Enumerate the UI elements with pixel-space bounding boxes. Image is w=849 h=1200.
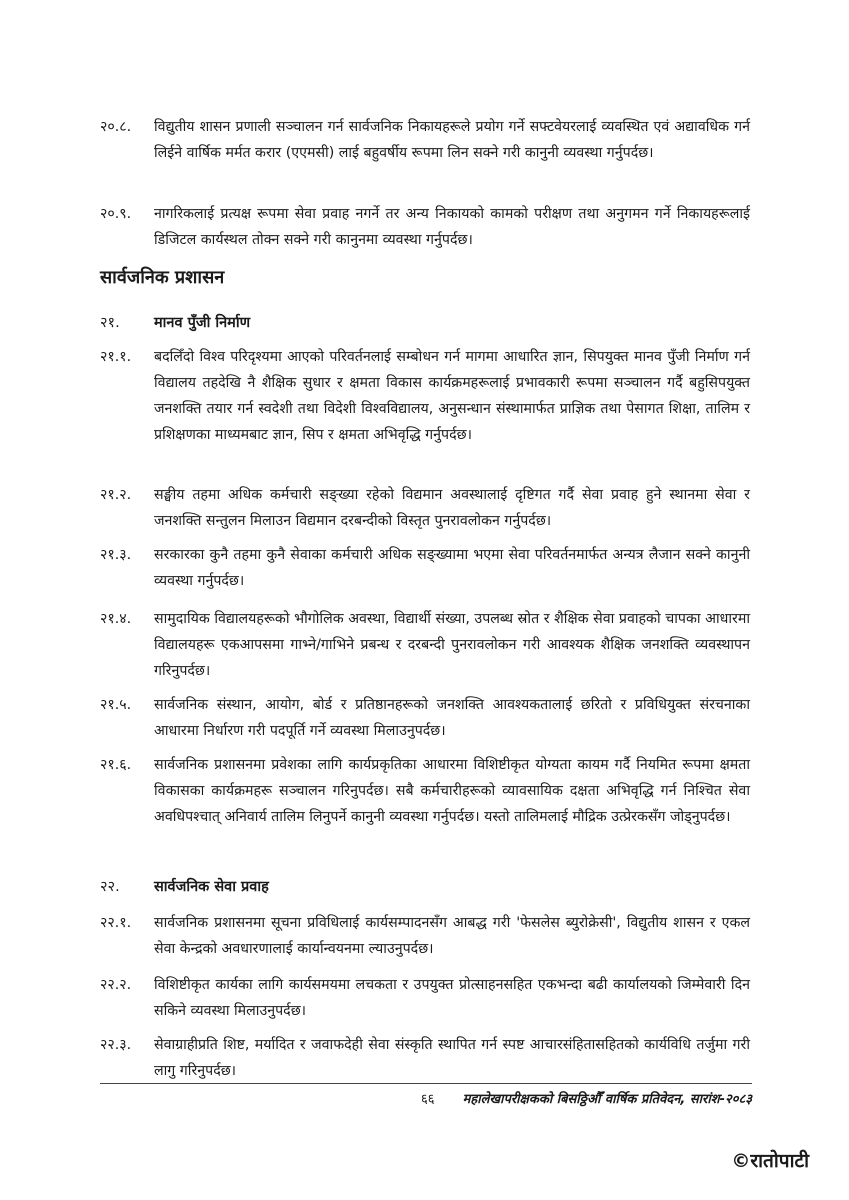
paragraph-number: २०.८. [100, 119, 132, 135]
section-title: सार्वजनिक प्रशासन [100, 267, 225, 288]
paragraph-text: सार्वजनिक संस्थान, आयोग, बोर्ड र प्रतिष्ठानहरूको जनशक्ति आवश्यकतालाई छरितो र प्रविधियुक्त संरचनाका आधारमा निर्धारण गरी पदपूर्ति गर्ने व्यवस्था मिलाउनुपर्दछ। [154, 697, 750, 739]
paragraph-21-1 [100, 344, 750, 448]
paragraph-20-8 [100, 114, 750, 166]
paragraph-text: सार्वजनिक प्रशासनमा प्रवेशका लागि कार्यप्रकृतिका आधारमा विशिष्टीकृत योग्यता कायम गर्दै नियमित रूपमा क्षमता विकासका कार्यक्रमहरू सञ्चालन गरिनुपर्दछ। सबै कर्मचारीहरूको व्यावसायिक दक्षता अभिवृद्धि गर्न निश्चित सेवा अवधिपश्चात् अनिवार्य तालिम लिनुपर्ने कानुनी व्यवस्था गर्नुपर्दछ। यस्तो तालिमलाई मौद्रिक उत्प्रेरकसँग जोड्नुपर्दछ। [154, 757, 750, 825]
paragraph-21-2 [100, 482, 750, 534]
paragraph-text: विशिष्टीकृत कार्यका लागि कार्यसमयमा लचकता र उपयुक्त प्रोत्साहनसहित एकभन्दा बढी कार्यालयको जिम्मेवारी दिन सकिने व्यवस्था मिलाउनुपर्दछ। [154, 977, 750, 1019]
paragraph-number: २१.४. [100, 611, 132, 627]
heading-21 [100, 310, 750, 336]
paragraph-number: २०.९. [100, 206, 132, 222]
heading-number: २२. [100, 879, 120, 895]
paragraph-text: बदलिँदो विश्व परिदृश्यमा आएको परिवर्तनलाई सम्बोधन गर्न मागमा आधारित ज्ञान, सिपयुक्त मानव पुँजी निर्माण गर्न विद्यालय तहदेखि नै शैक्षिक सुधार र क्षमता विकास कार्यक्रमहरूलाई प्रभावकारी रूपमा सञ्चालन गर्दै बहुसिपयुक्त जनशक्ति तयार गर्न स्वदेशी तथा विदेशी विश्वविद्यालय, अनुसन्धान संस्थामार्फत प्राज्ञिक तथा पेसागत शिक्षा, तालिम र प्रशिक्षणका माध्यमबाट ज्ञान, सिप र क्षमता अभिवृद्धि गर्नुपर्दछ। [154, 349, 750, 443]
paragraph-text: सङ्घीय तहमा अधिक कर्मचारी सङ्ख्या रहेको विद्यमान अवस्थालाई दृष्टिगत गर्दै सेवा प्रवाह हुने स्थानमा सेवा र जनशक्ति सन्तुलन मिलाउन विद्यमान दरबन्दीको विस्तृत पुनरावलोकन गर्नुपर्दछ। [154, 487, 750, 529]
heading-number: २१. [100, 315, 120, 331]
page-number: ६६ [420, 1092, 435, 1107]
paragraph-21-6 [100, 752, 750, 830]
paragraph-20-9 [100, 201, 750, 253]
paragraph-number: २२.१. [100, 915, 132, 931]
report-title: महालेखापरीक्षकको बिसठ्ठिऔँ वार्षिक प्रतिवेदन, सारांश-२०८३ [462, 1092, 752, 1107]
paragraph-text: सेवाग्राहीप्रति शिष्ट, मर्यादित र जवाफदेही सेवा संस्कृति स्थापित गर्न स्पष्ट आचारसंहितासहितको कार्यविधि तर्जुमा गरी लागु गरिनुपर्दछ। [154, 1037, 750, 1079]
paragraph-21-3 [100, 542, 750, 594]
paragraph-22-3 [100, 1032, 750, 1084]
paragraph-text: सामुदायिक विद्यालयहरूको भौगोलिक अवस्था, विद्यार्थी संख्या, उपलब्ध स्रोत र शैक्षिक सेवा प्रवाहको चापका आधारमा विद्यालयहरू एकआपसमा गाभ्ने/गाभिने प्रबन्ध र दरबन्दी पुनरावलोकन गरी आवश्यक शैक्षिक जनशक्ति व्यवस्थापन गरिनुपर्दछ। [154, 611, 750, 679]
paragraph-21-4 [100, 606, 750, 684]
paragraph-22-2 [100, 972, 750, 1024]
paragraph-number: २१.१. [100, 349, 132, 365]
paragraph-number: २१.३. [100, 547, 132, 563]
paragraph-text: विद्युतीय शासन प्रणाली सञ्चालन गर्न सार्वजनिक निकायहरूले प्रयोग गर्ने सफ्टवेयरलाई व्यवस्थित एवं अद्यावधिक गर्न लिईने वार्षिक मर्मत करार (एएमसी) लाई बहुवर्षीय रूपमा लिन सक्ने गरी कानुनी व्यवस्था गर्नुपर्दछ। [154, 119, 750, 161]
paragraph-number: २१.६. [100, 757, 132, 773]
heading-22 [100, 874, 750, 900]
paragraph-text: सार्वजनिक प्रशासनमा सूचना प्रविधिलाई कार्यसम्पादनसँग आबद्ध गरी 'फेसलेस ब्युरोक्रेसी', विद्युतीय शासन र एकल सेवा केन्द्रको अवधारणालाई कार्यान्वयनमा ल्याउनुपर्दछ। [154, 915, 750, 957]
heading-text: सार्वजनिक सेवा प्रवाह [154, 879, 269, 895]
paragraph-22-1 [100, 910, 750, 962]
paragraph-number: २१.२. [100, 487, 132, 503]
footer-rule [100, 1083, 752, 1084]
paragraph-text: सरकारका कुनै तहमा कुनै सेवाका कर्मचारी अधिक सङ्ख्यामा भएमा सेवा परिवर्तनमार्फत अन्यत्र लैजान सक्ने कानुनी व्यवस्था गर्नुपर्दछ। [154, 547, 750, 589]
paragraph-number: २२.२. [100, 977, 132, 993]
paragraph-number: २२.३. [100, 1037, 132, 1053]
heading-text: मानव पुँजी निर्माण [154, 315, 251, 331]
paragraph-21-5 [100, 692, 750, 744]
paragraph-text: नागरिकलाई प्रत्यक्ष रूपमा सेवा प्रवाह नगर्ने तर अन्य निकायको कामको परीक्षण तथा अनुगमन गर्ने निकायहरूलाई डिजिटल कार्यस्थल तोक्न सक्ने गरी कानुनमा व्यवस्था गर्नुपर्दछ। [154, 206, 750, 248]
paragraph-number: २१.५. [100, 697, 132, 713]
watermark: ©रातोपाटी [731, 1150, 809, 1172]
page-footer [421, 1090, 752, 1110]
